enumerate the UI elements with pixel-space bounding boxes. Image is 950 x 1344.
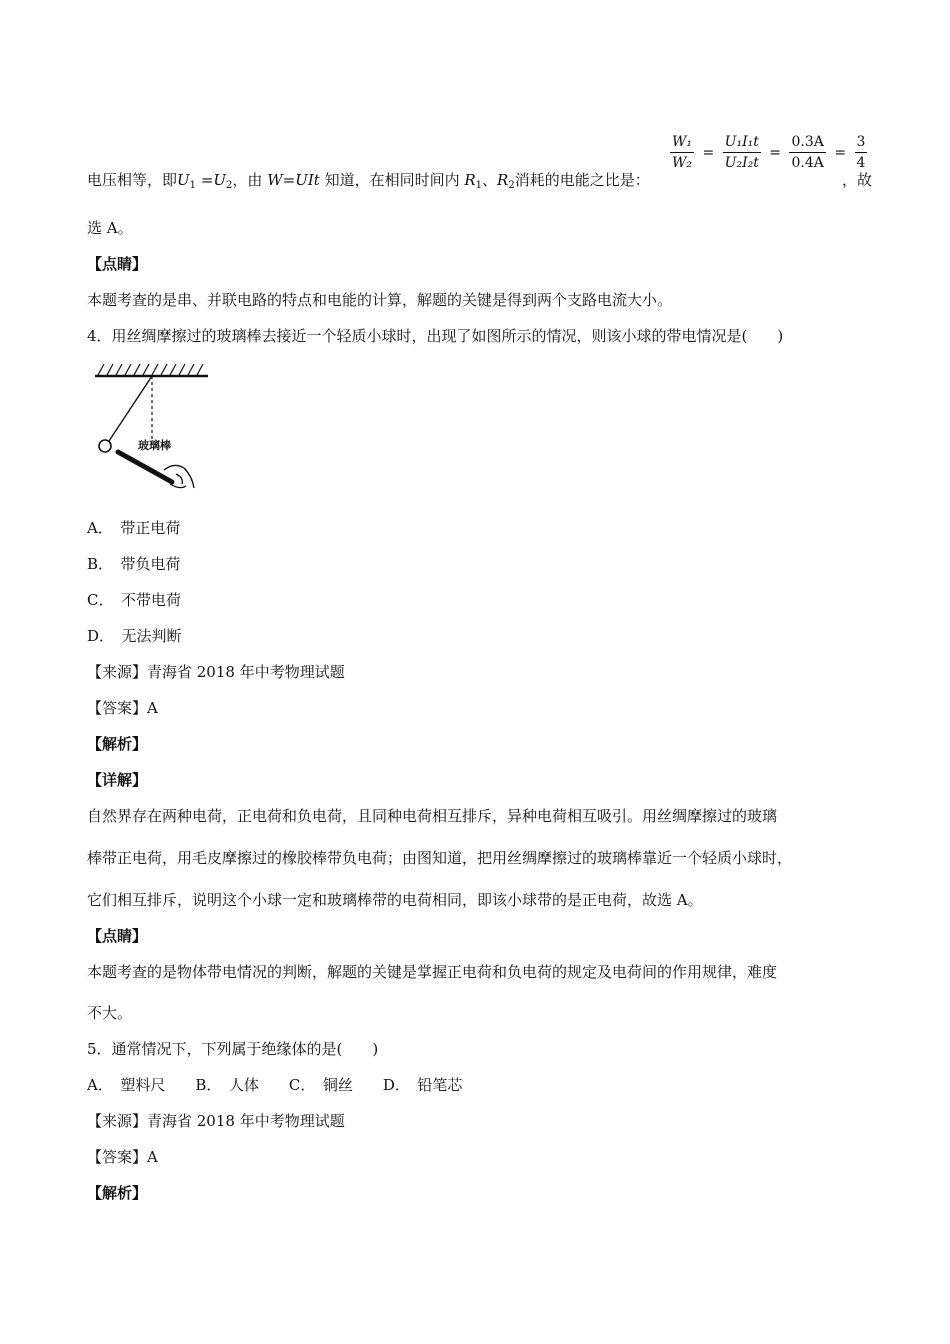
formula-w-uit: W=UIt [267, 171, 320, 189]
question-4-answer: 【答案】A [87, 699, 158, 717]
text-segment: 电压相等，即 [87, 171, 178, 189]
question-4-detail-line: 它们相互排斥，说明这个小球一定和玻璃棒带的电荷相同，即该小球带的是正电荷，故选 A。 [87, 891, 703, 909]
glass-rod [118, 452, 172, 482]
text-segment: = [196, 171, 214, 189]
prev-explanation-line [87, 170, 650, 196]
light-ball [99, 440, 111, 452]
numerator: 0.3A [791, 134, 824, 150]
question-4-detail-tag: 【详解】 [87, 771, 148, 789]
denominator: 0.4A [791, 155, 824, 171]
question-4-note-line: 不大。 [87, 1004, 133, 1022]
symbol-r2: R [497, 171, 509, 189]
numerator: W₁ [672, 134, 693, 150]
text-segment: ，故 [842, 171, 873, 189]
symbol-u2: U [213, 171, 227, 189]
symbol-u1: U [177, 171, 190, 189]
equals-sign: = [702, 144, 715, 161]
denominator: U₂I₂t [724, 155, 759, 171]
denominator: 4 [856, 155, 866, 171]
numerator: U₁I₁t [724, 134, 759, 150]
subscript: 1 [475, 180, 483, 191]
note-text: 本题考查的是串、并联电路的特点和电能的计算，解题的关键是得到两个支路电流大小。 [87, 291, 673, 309]
ceiling-hatching [98, 364, 203, 375]
subscript: 2 [226, 180, 233, 191]
text-segment: 消耗的电能之比是： [514, 171, 650, 189]
question-4-option-c: C． 不带电荷 [87, 591, 181, 609]
text-segment: 知道，在相同时间内 [319, 171, 465, 189]
question-5-options: A． 塑料尺 B． 人体 C． 铜丝 D． 铅笔芯 [87, 1076, 463, 1094]
question-4-detail-line: 自然界存在两种电荷，正电荷和负电荷，且同种电荷相互排斥，异种电荷相互吸引。用丝绸摩擦过的玻璃 [87, 807, 778, 825]
question-5-stem: 5．通常情况下，下列属于绝缘体的是( ) [87, 1040, 379, 1058]
equals-sign: = [769, 144, 782, 161]
question-4-option-d: D． 无法判断 [87, 627, 182, 645]
question-4-note-tag: 【点睛】 [87, 927, 148, 945]
question-5-analysis-tag: 【解析】 [87, 1184, 148, 1202]
fraction-result [855, 132, 868, 173]
question-4-stem: 4．用丝绸摩擦过的玻璃棒去接近一个轻质小球时，出现了如图所示的情况，则该小球的带电情况是( ) [87, 327, 784, 345]
glass-rod-label: 玻璃棒 [138, 439, 171, 452]
fraction-current [789, 132, 825, 173]
numerator: 3 [856, 134, 866, 150]
question-4-option-b: B． 带负电荷 [87, 555, 181, 573]
question-5-source: 【来源】青海省 2018 年中考物理试题 [87, 1112, 345, 1130]
question-4-detail-line: 棒带正电荷，用毛皮摩擦过的橡胶棒带负电荷；由图知道，把用丝绸摩擦过的玻璃棒靠近一个轻质小球时， [87, 849, 793, 867]
prev-conclusion: 选 A。 [87, 219, 133, 237]
question-4-note-line: 本题考查的是物体带电情况的判断，解题的关键是掌握正电荷和负电荷的规定及电荷间的作用规律，难度 [87, 963, 778, 981]
question-4-analysis-tag: 【解析】 [87, 735, 148, 753]
text-segment: 、 [482, 171, 498, 189]
symbol-r1: R [464, 171, 476, 189]
subscript: 1 [189, 180, 197, 191]
question-4-source: 【来源】青海省 2018 年中考物理试题 [87, 663, 345, 681]
note-tag: 【点睛】 [87, 255, 148, 273]
energy-ratio-formula [668, 132, 869, 173]
text-segment: ，由 [232, 171, 268, 189]
question-5-answer: 【答案】A [87, 1148, 158, 1166]
fraction-w [670, 132, 694, 173]
denominator: W₂ [672, 155, 693, 171]
subscript: 2 [508, 180, 515, 191]
fraction-uit [723, 132, 761, 173]
equals-sign: = [834, 144, 847, 161]
question-4-option-a: A． 带正电荷 [87, 519, 181, 537]
pendulum-thread [109, 376, 152, 441]
pendulum-figure [90, 358, 215, 498]
hand-drawing [164, 465, 194, 488]
